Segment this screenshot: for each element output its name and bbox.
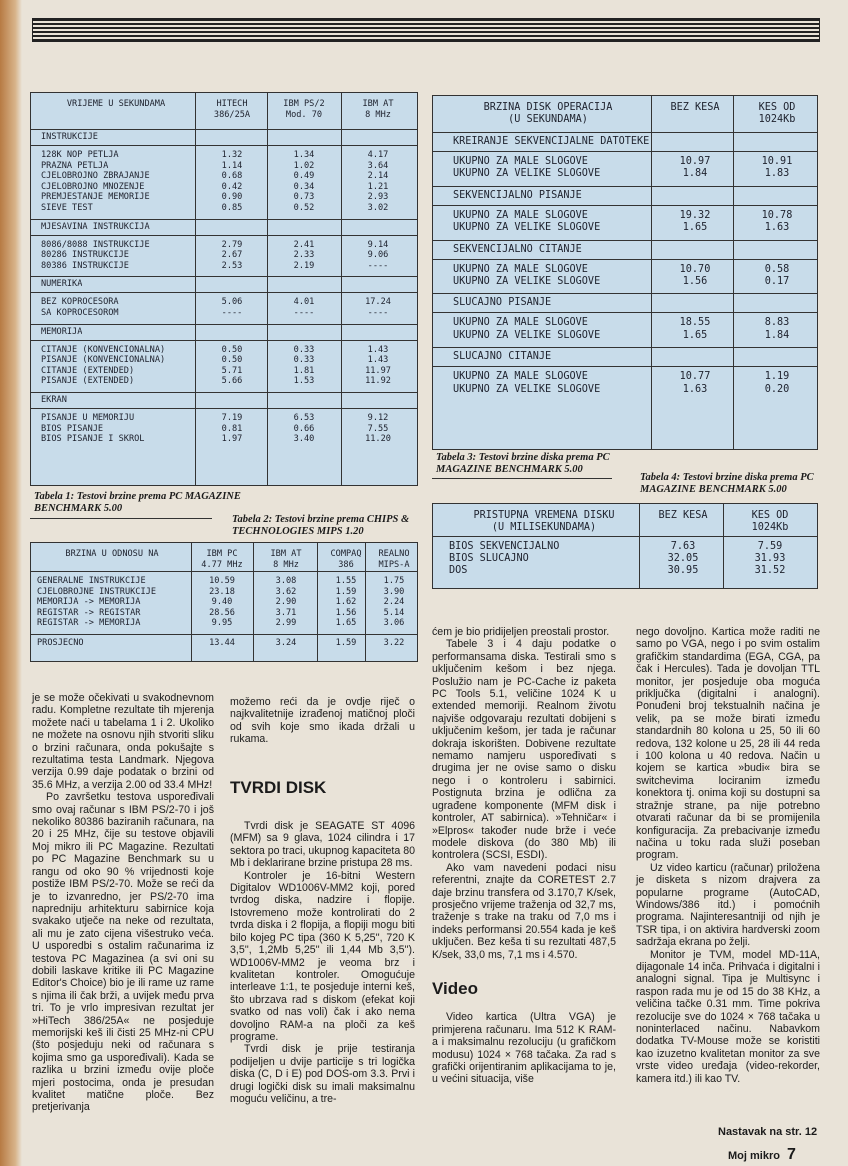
- column-2-body: [230, 820, 415, 1105]
- table-cell: 2.33: [293, 250, 315, 261]
- table-1: [30, 92, 418, 486]
- table-cell: 1.81: [293, 365, 315, 376]
- table-section-title: EKRAN: [41, 395, 67, 405]
- article-column-1: [32, 692, 214, 1114]
- table-section-rule: [433, 366, 817, 367]
- table-cell: 2.53: [221, 260, 243, 271]
- table-cell: 0.42: [221, 181, 243, 192]
- table-cell: 10.59: [209, 576, 235, 586]
- paragraph: je se može očekivati u svakodnevnom radu. Kompletne rezultate tih mjerenja možete naći u tabelama 1 i 2. Ukoliko ne možete na osnovu njih stvoriti sliku o brzini računara, onda pokušajte s rezultatima testa Landmark. Njegova verzija 0.99 daje podatak o brzini od 35.6 MHz, a verzija 2.00 od 33.4 MHz!: [32, 692, 214, 791]
- table-cell: BEZ KOPROCESORA: [41, 297, 119, 308]
- table-3: [432, 95, 818, 450]
- table-cell: GENERALNE INSTRUKCIJE: [37, 576, 146, 586]
- table-cell: 32.05: [667, 552, 699, 564]
- table-cell: 28.56: [209, 607, 235, 618]
- table-header-rule: [31, 129, 417, 130]
- table-section-rule: [433, 259, 817, 260]
- table-cell: 5.14: [383, 607, 405, 618]
- table-cell: 7.59: [757, 541, 783, 552]
- table-cell: 2.41: [293, 239, 315, 250]
- table-cell: UKUPNO ZA MALE SLOGOVE: [453, 156, 588, 167]
- table-cell: 0.50: [221, 344, 243, 355]
- table-cell: CJELOBROJNO MNOŽENJE: [41, 181, 145, 192]
- page-footer: [728, 1146, 796, 1164]
- table-cell: 2.93: [367, 192, 389, 203]
- table-cell: 1.55: [335, 576, 357, 586]
- table-section-rule: [31, 340, 417, 341]
- table-header-cell: COMPAQ 386: [330, 549, 362, 570]
- table-section-rule: [31, 219, 417, 220]
- paragraph: Monitor je TVM, model MD-11A, dijagonale 14 inča. Prihvaća i digitalni i analogni signal. Tipa je Multisync i raspon rada mu je od 15 do 38 KHz, a veličina tačke 0.31 mm. Time pokriva rezolucije sve do 1024 × 768 tačaka u noninterlaced načinu. Nabavkom dodatka TV-Mouse može se koristiti kao izuzetno kvalitetan monitor za sve vrste video uređaja (video-rekorder, kamera itd.) ili kao TV.: [636, 948, 820, 1085]
- table-cell: 0.58: [764, 263, 790, 275]
- paragraph: Tabele 3 i 4 daju podatke o performansama diska. Testirali smo s uključenim kešom i bez njega. Poslužio nam je PC-Cache iz paketa PC Tools 5.1, veličine 1024 K u extended memoriji. Realnom životu najviše odgovaraju rezultati dobijeni s uključenim kešom, jer tada je računar dokraja iskorišten. Dobivene rezultate nemamo namjeru uspoređivati s drugima jer ne ovise samo o disku nego i o kontroleru i sabirnici. Postignuta brzina je odlična za ugrađene komponente (MFM disk i kontroler, AT sabirnica). »Tehničar« i »Elpros« također nude brže i veće modele diskova (do 380 Mb) ili kontrolera (SCSI, ESDI).: [432, 638, 616, 862]
- table-cell: PISANJE (EXTENDED): [41, 376, 135, 387]
- table-cell: 10.77: [679, 371, 711, 383]
- table-cell: 2.19: [293, 260, 315, 271]
- table-cell: ČITANJE (KONVENCIONALNA): [41, 344, 166, 355]
- article-column-2: [230, 696, 415, 1105]
- table-total-cell: PROSJEČNO: [37, 638, 84, 648]
- table-cell: 3.90: [383, 586, 405, 597]
- article-column-4: [636, 626, 820, 1085]
- table-cell: 19.32: [679, 209, 711, 221]
- table-cell: 1.63: [682, 383, 708, 395]
- table-cell: 11.20: [365, 434, 391, 445]
- table-cell: REGISTAR -> REGISTAR: [37, 607, 141, 618]
- table-cell: 10.91: [761, 156, 793, 167]
- table-cell: 1.59: [335, 586, 357, 597]
- table-section-rule: [433, 205, 817, 206]
- table-header-cell: VRIJEME U SEKUNDAMA: [66, 99, 166, 109]
- table-cell: 6.53: [293, 413, 315, 423]
- table-section-rule: [31, 276, 417, 277]
- table-cell: CJELOBROJNE INSTRUKCIJE: [37, 586, 156, 597]
- top-rule: [32, 18, 820, 42]
- table-cell: MEMORIJA -> MEMORIJA: [37, 597, 141, 608]
- table-section-rule: [31, 392, 417, 393]
- table-column-rule: [651, 96, 652, 449]
- table-section-rule: [433, 186, 817, 187]
- table-section-title: SLUČAJNO ČITANJE: [453, 351, 552, 363]
- table-cell: 1.34: [293, 150, 315, 160]
- table-cell: 1.83: [764, 168, 790, 180]
- table-section-rule: [31, 145, 417, 146]
- table-cell: UKUPNO ZA VELIKE SLOGOVE: [453, 383, 601, 395]
- table-header-cell: BEZ KEŠA: [658, 510, 708, 521]
- table-cell: 31.93: [754, 552, 786, 564]
- column-3-video: Video kartica (Ultra VGA) je primjerena računaru. Ima 512 K RAM-a i maksimalnu rezoluciju (u grafičkom modusu) 1024 × 768 tačaka. Za rad s grafički orijentiranim aplikacijama to je, u većini situacija, više: [432, 1011, 616, 1086]
- table-cell: 3.08: [275, 576, 297, 586]
- heading-video: Video: [432, 978, 478, 998]
- table-cell: 10.78: [761, 209, 793, 221]
- table-cell: BIOS PISANJE: [41, 423, 104, 434]
- table-section-rule: [433, 312, 817, 313]
- table-header-cell: KEŠ OD 1024Kb: [758, 102, 796, 125]
- table-column-rule: [341, 93, 342, 485]
- table-header-rule: [433, 536, 817, 537]
- table-section-rule: [31, 292, 417, 293]
- table-cell: 5.66: [221, 376, 243, 387]
- table-header-cell: BRZINA DISK OPERACIJA (U SEKUNDAMA): [483, 102, 613, 125]
- heading-tvrdi-disk: TVRDI DISK: [230, 777, 327, 797]
- table-cell: 1.43: [367, 344, 389, 355]
- table-cell: 10.97: [679, 156, 711, 167]
- table-cell: 17.24: [365, 297, 391, 308]
- table-cell: 7.19: [221, 413, 243, 423]
- table-cell: 0.66: [293, 423, 315, 434]
- table-cell: 0.81: [221, 423, 243, 434]
- table-cell: DOS: [449, 564, 468, 576]
- table-2-caption: Tabela 2: Testovi brzine prema CHIPS & TECHNOLOGIES MIPS 1.20: [232, 514, 410, 537]
- paragraph: Ako vam navedeni podaci nisu referentni, znajte da CORETEST 2.7 daje brzinu transfera od 3.170,7 K/sek, prosječno vrijeme traženja od 32,7 ms, traženje s trake na traku od 7,0 ms i indeks performansi 20.554 kada je keš uključen. Bez keša ti su rezultati 487,5 K/sek, 33,0 ms, 7,1 ms i 4.570.: [432, 861, 616, 961]
- table-cell: 11.92: [365, 376, 391, 387]
- table-section-rule: [433, 240, 817, 241]
- table-cell: 3.06: [383, 618, 405, 629]
- table-section-rule: [433, 347, 817, 348]
- table-cell: 1.56: [335, 607, 357, 618]
- table-cell: 0.68: [221, 171, 243, 182]
- page-edge: [0, 0, 22, 1166]
- table-header-cell: BEZ KEŠA: [670, 102, 720, 113]
- table-cell: 0.52: [293, 203, 315, 213]
- table-cell: 1.65: [682, 222, 708, 234]
- table-header-cell: HITECH 386/25A: [213, 99, 251, 120]
- table-cell: 9.95: [211, 618, 233, 629]
- table-section-title: MJEŠAVINA INSTRUKCIJA: [41, 221, 150, 232]
- table-cell: SA KOPROCESOROM: [41, 308, 119, 318]
- table-cell: 11.97: [365, 365, 391, 376]
- table-column-rule: [267, 93, 268, 485]
- table-cell: UKUPNO ZA MALE SLOGOVE: [453, 317, 588, 329]
- table-cell: 0.85: [221, 203, 243, 213]
- table-cell: 0.33: [293, 344, 315, 355]
- table-cell: UKUPNO ZA VELIKE SLOGOVE: [453, 329, 601, 341]
- column-2-intro: možemo reći da je ovdje riječ o najkvalitetnije izrađenoj matičnoj ploči od svih koje smo ikada držali u rukama.: [230, 696, 415, 746]
- table-cell: 1.97: [221, 434, 243, 445]
- table-cell: 1.62: [335, 597, 357, 608]
- table-4-caption: Tabela 4: Testovi brzine diska prema PC MAGAZINE BENCHMARK 5.00: [640, 472, 814, 495]
- table-cell: 8086/8088 INSTRUKCIJE: [41, 239, 150, 250]
- table-cell: PISANJE (KONVENCIONALNA): [41, 355, 166, 366]
- table-cell: 1.19: [764, 371, 790, 383]
- table-header-cell: IBM AT 8 MHz: [270, 549, 302, 570]
- table-cell: PREMJEŠTANJE MEMORIJE: [41, 192, 150, 203]
- table-cell: PISANJE U MEMORIJU: [41, 413, 135, 423]
- table-section-title: SEKVENCIJALNO PISANJE: [453, 189, 582, 201]
- table-cell: 5.06: [221, 297, 243, 308]
- paragraph: Tvrdi disk je SEAGATE ST 4096 (MFM) sa 9 glava, 1024 cilindra i 17 sektora po traci, ukupnog kapaciteta 80 Mb i deklarirane brzine pristupa 28 ms.: [230, 820, 415, 870]
- table-cell: 7.55: [367, 423, 389, 434]
- table-header-rule: [31, 571, 417, 572]
- table-header-cell: IBM AT 8 MHz: [362, 99, 394, 120]
- paragraph: Kontroler je 16-bitni Western Digitalov WD1006V-MM2 koji, pored tvrdog diska, nadzire i flopije. Istovremeno može kontrolirati do 2 tvrda diska i 2 flopija, a flopiji mogu biti bilo kojeg PC tipa (360 K 5,25'', 720 K 3,5'', 1,2Mb 5,25'' ili 1,44 Mb 3,5''). WD1006V-MM2 je veoma brz i kvalitetan kontroler. Omogućuje interleave 1:1, te posjeduje interni keš, što ubrzava rad s diskom (efekat koji svatko od nas voli) čak i ako nema dovoljno RAM-a na ploči za keš programe.: [230, 869, 415, 1043]
- table-cell: 2.90: [275, 597, 297, 608]
- paragraph: Tvrdi disk je prije testiranja podijeljen u dvije particije s tri logička diska (C, D i E) pod DOS-om 3.3. Prvi i drugi logički disk su imali maksimalnu moguću veličinu, a tre-: [230, 1043, 415, 1105]
- table-total-cell: 3.24: [275, 638, 297, 648]
- table-cell: CJELOBROJNO ZBRAJANJE: [41, 171, 150, 182]
- table-column-rule: [317, 543, 318, 661]
- table-cell: REGISTAR -> MEMORIJA: [37, 618, 141, 629]
- table-cell: 9.40: [211, 597, 233, 608]
- table-cell: ----: [293, 308, 315, 318]
- table-cell: 5.71: [221, 365, 243, 376]
- table-section-title: SLUČAJNO PISANJE: [453, 297, 552, 309]
- table-cell: 80386 INSTRUKCIJE: [41, 260, 129, 271]
- table-cell: 128K NOP PETLJA: [41, 150, 119, 160]
- table-cell: UKUPNO ZA MALE SLOGOVE: [453, 263, 588, 275]
- table-column-rule: [191, 543, 192, 661]
- table-cell: 1.84: [764, 329, 790, 341]
- table-cell: 31.52: [754, 564, 786, 576]
- table-cell: 1.56: [682, 276, 708, 287]
- table-header-rule: [433, 132, 817, 133]
- table-cell: ----: [367, 308, 389, 318]
- table-3-caption-rule: [432, 478, 612, 479]
- table-cell: 3.62: [275, 586, 297, 597]
- table-cell: 3.02: [367, 203, 389, 213]
- table-cell: BIOS SLUČAJNO: [449, 552, 529, 564]
- table-cell: 30.95: [667, 564, 699, 576]
- table-section-title: MEMORIJA: [41, 326, 83, 337]
- table-1-caption: Tabela 1: Testovi brzine prema PC MAGAZINE BENCHMARK 5.00: [34, 491, 241, 514]
- table-cell: ----: [221, 308, 243, 318]
- table-total-cell: 1.59: [335, 638, 357, 648]
- table-cell: 1.84: [682, 168, 708, 180]
- table-column-rule: [733, 96, 734, 449]
- table-total-cell: 13.44: [209, 638, 235, 648]
- table-cell: 10.70: [679, 263, 711, 275]
- table-cell: PRAZNA PETLJA: [41, 160, 109, 171]
- table-section-rule: [433, 293, 817, 294]
- table-cell: 0.50: [221, 355, 243, 366]
- table-cell: 1.43: [367, 355, 389, 366]
- table-header-cell: KEŠ OD 1024Kb: [751, 510, 789, 533]
- continued-note: Nastavak na str. 12: [718, 1126, 818, 1138]
- paragraph: Po završetku testova uspoređivali smo ovaj računar s IBM PS/2-70 i još nekoliko 80386 baziranih računara, na 20 i 25 MHz, čije su testove objavili Moj mikro ili PC Magazine. Rezultati po PC Magazine Benchmark su u rangu od oko 90 % vrijednosti koje postiže IBM PS/2-70. Može se reći da je to izvanredno, jer PS/2-70 ima napredniju arhitekturu sabirnice koja svakako utječe na neke od rezultata, ali mu je zato cijena višestruko veća. U usporedbi s ostalim računarima iz testova PC Magazinea (a svi oni su dobili laskave kritike ili PC Magazine Editor's Choice) bio je ili rame uz rame s njima ili čak brži, a uvijek među prva tri. To je vrlo impresivan rezultat jer »HiTech 386/25A« ne posjeduje memorijski keš ili čisti 25 MHz-ni CPU (što posjeduju neki od računara s kojima smo ga uspoređivali). Kada se razlika u brzini između ovije ploče mjeri postocima, onda je presudan kvalitet matične ploče. Bez pretjerivanja: [32, 791, 214, 1114]
- table-cell: UKUPNO ZA VELIKE SLOGOVE: [453, 168, 601, 180]
- table-cell: 2.24: [383, 597, 405, 608]
- table-column-rule: [639, 504, 640, 588]
- table-2: [30, 542, 418, 662]
- table-cell: 1.65: [682, 329, 708, 341]
- table-4: [432, 503, 818, 589]
- table-cell: 2.14: [367, 171, 389, 182]
- table-section-rule: [31, 408, 417, 409]
- table-header-cell: BRZINA U ODNOSU NA: [65, 549, 159, 559]
- table-cell: 80286 INSTRUKCIJE: [41, 250, 129, 261]
- table-cell: ----: [367, 260, 389, 271]
- table-cell: 0.17: [764, 276, 790, 287]
- table-header-cell: PRISTUPNA VREMENA DISKU (U MILISEKUNDAMA): [473, 510, 615, 533]
- table-cell: 0.34: [293, 181, 315, 192]
- table-cell: 4.01: [293, 297, 315, 308]
- table-cell: 0.90: [221, 192, 243, 203]
- paragraph: nego dovoljno. Kartica može raditi ne samo po VGA, nego i po svim ostalim grafičkim standardima (EGA, CGA, pa čak i Hercules). Tada je dovoljan TTL monitor, jer posjeduje oba moguća priključka (digitalni i analogni). Ponuđeni broj tekstualnih načina je velik, pa se može birati između standardnih 80 kolona u 25, 50 ili 60 redova, 132 kolone u 25, 28 ili 44 reda i 100 kolona u 40 redova. Način u kojem se kartica »budi« bira se switchevima lociranim između konektora tj. onima koji su dostupni sa stražnje strane, pa nije potrebno otvarati računar da bi se promijenila konfiguracija. Za prebacivanje između načina u toku rada služi poseban program.: [636, 626, 820, 862]
- table-cell: UKUPNO ZA MALE SLOGOVE: [453, 371, 588, 383]
- table-cell: 2.79: [221, 239, 243, 250]
- table-section-rule: [31, 324, 417, 325]
- table-section-title: NUMERIKA: [41, 279, 83, 290]
- table-cell: 3.71: [275, 607, 297, 618]
- table-cell: 7.63: [670, 541, 696, 552]
- table-section-title: SEKVENCIJALNO ČITANJE: [453, 243, 582, 255]
- table-3-caption: Tabela 3: Testovi brzine diska prema PC MAGAZINE BENCHMARK 5.00: [436, 452, 610, 475]
- table-total-cell: 3.22: [383, 638, 405, 648]
- table-cell: 2.67: [221, 250, 243, 261]
- paragraph: Uz video karticu (računar) priložena je disketa s nizom drajvera za popularne programe (AutoCAD, Windows/386 itd.) i pomoćnih programa. Najinteresantniji od njih je TSR tipa, i on aktivira hardverski zoom sadržaja ekrana po želji.: [636, 861, 820, 949]
- table-cell: UKUPNO ZA MALE SLOGOVE: [453, 209, 588, 221]
- table-cell: 0.33: [293, 355, 315, 366]
- table-header-cell: IBM PS/2 Mod. 70: [283, 99, 325, 120]
- table-section-rule: [31, 634, 417, 635]
- table-cell: 3.40: [293, 434, 315, 445]
- table-section-title: KREIRANJE SEKVENCIJALNE DATOTEKE: [453, 136, 650, 147]
- table-cell: UKUPNO ZA VELIKE SLOGOVE: [453, 222, 601, 234]
- table-cell: 4.17: [367, 150, 389, 160]
- table-cell: 8.83: [764, 317, 790, 329]
- magazine-name: Moj mikro: [728, 1150, 780, 1162]
- table-cell: 1.63: [764, 222, 790, 234]
- table-header-cell: REALNO MIPS-A: [378, 549, 410, 570]
- table-cell: 1.75: [383, 576, 405, 586]
- table-cell: BIOS SEKVENCIJALNO: [449, 541, 560, 552]
- table-cell: 1.02: [293, 160, 315, 171]
- table-column-rule: [253, 543, 254, 661]
- column-3-body: [432, 626, 616, 961]
- table-section-rule: [31, 235, 417, 236]
- table-cell: UKUPNO ZA VELIKE SLOGOVE: [453, 276, 601, 287]
- table-1-caption-rule: [30, 518, 212, 519]
- table-column-rule: [365, 543, 366, 661]
- table-cell: 9.14: [367, 239, 389, 250]
- article-column-3: [432, 626, 616, 1086]
- page-number: 7: [787, 1146, 796, 1163]
- table-section-title: INSTRUKCIJE: [41, 132, 98, 142]
- table-cell: 2.99: [275, 618, 297, 629]
- table-cell: 1.53: [293, 376, 315, 387]
- table-cell: BIOS PISANJE I SKROL: [41, 434, 145, 445]
- table-cell: 1.65: [335, 618, 357, 629]
- table-cell: 1.21: [367, 181, 389, 192]
- table-header-cell: IBM PC 4.77 MHz: [201, 549, 243, 570]
- table-cell: 9.12: [367, 413, 389, 423]
- table-cell: ČITANJE (EXTENDED): [41, 365, 135, 376]
- table-cell: 0.73: [293, 192, 315, 203]
- table-cell: 0.20: [764, 383, 790, 395]
- table-cell: SIEVE TEST: [41, 203, 93, 213]
- table-column-rule: [195, 93, 196, 485]
- table-cell: 1.32: [221, 150, 243, 160]
- table-cell: 0.49: [293, 171, 315, 182]
- table-column-rule: [723, 504, 724, 588]
- table-cell: 1.14: [221, 160, 243, 171]
- table-cell: 9.06: [367, 250, 389, 261]
- table-section-rule: [433, 151, 817, 152]
- table-cell: 23.18: [209, 586, 235, 597]
- paragraph: ćem je bio pridijeljen preostali prostor.: [432, 626, 610, 638]
- table-cell: 18.55: [679, 317, 711, 329]
- table-cell: 3.64: [367, 160, 389, 171]
